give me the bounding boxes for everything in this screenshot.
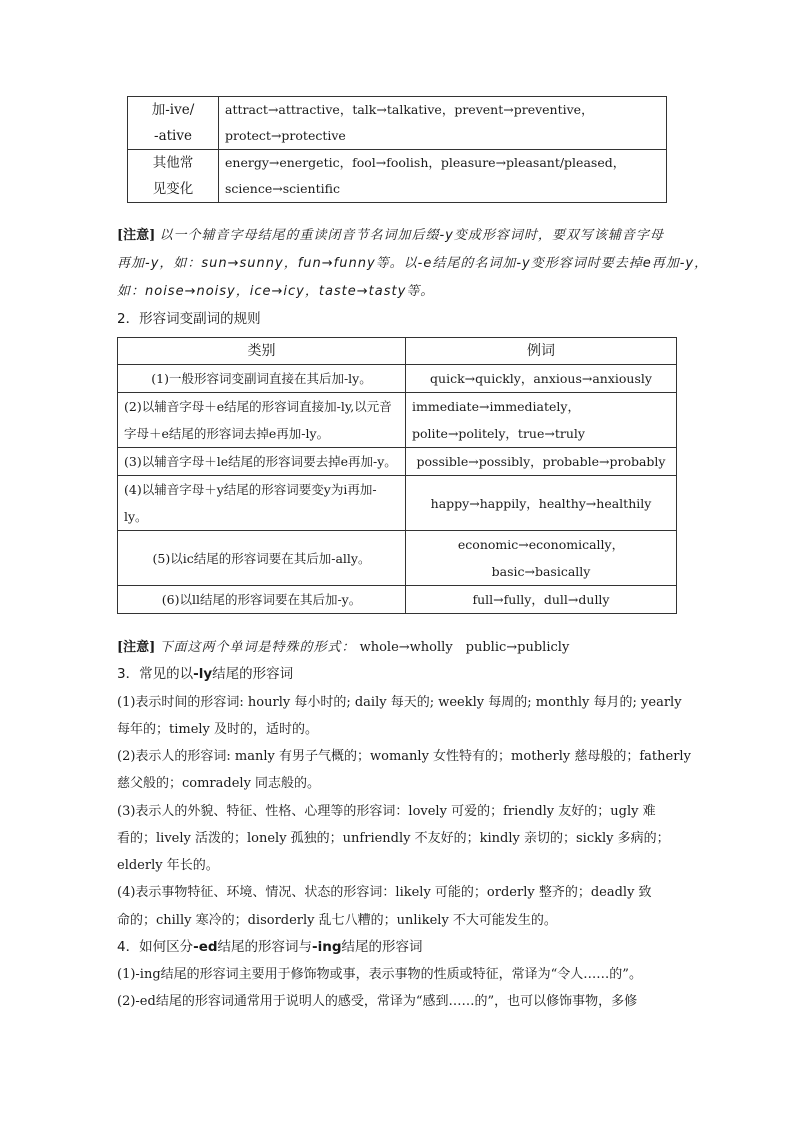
section3-title: 3．常见的以-ly结尾的形容词 <box>117 666 294 682</box>
table-row <box>128 97 667 150</box>
section4-title: 4．如何区分-ed结尾的形容词与-ing结尾的形容词 <box>117 939 423 955</box>
section3-line: 命的；chilly 寒冷的；disorderly 乱七八糟的；unlikely 不大可能发生的。 <box>117 913 557 928</box>
table-row: (1)一般形容词变副词直接在其后加-ly。 quick→quickly，anxious→anxiously <box>118 365 677 393</box>
row-examples: energy→energetic，fool→foolish，pleasure→pleasant/pleased， science→scientific <box>219 150 667 203</box>
table-row: (5)以ic结尾的形容词要在其后加-ally。 economic→economically，basic→basically <box>118 531 677 586</box>
section4-line: (2)-ed结尾的形容词通常用于说明人的感受，常译为“感到……的”，也可以修饰事物，多修 <box>117 994 638 1009</box>
note1-line3: 如：noise→noisy，ice→icy，taste→tasty等。 <box>117 284 435 299</box>
table-header <box>118 338 677 365</box>
section3-line: 每年的；timely 及时的，适时的。 <box>117 722 319 737</box>
section3-line: (2)表示人的形容词: manly 有男子气概的；womanly 女性特有的；motherly 慈母般的；fatherly <box>117 749 691 764</box>
row-label: 加-ive/ -ative <box>128 97 219 150</box>
suffix-table <box>127 96 667 203</box>
row-examples: attract→attractive，talk→talkative，prevent→preventive，protect→protective <box>219 97 667 150</box>
note1-line2: 再加-y，如：sun→sunny，fun→funny等。以-e结尾的名词加-y变形容词时要去掉e再加-y， <box>117 256 709 271</box>
row-label: 其他常 见变化 <box>128 150 219 203</box>
section3-line: (3)表示人的外貌、特征、性格、心理等的形容词：lovely 可爱的；friendly 友好的；ugly 难 <box>117 804 656 819</box>
adverb-rules-table <box>117 337 677 614</box>
section3-line: (1)表示时间的形容词: hourly 每小时的; daily 每天的; weekly 每周的; monthly 每月的; yearly <box>117 695 682 710</box>
section3-line: elderly 年长的。 <box>117 858 219 873</box>
note2: [注意] 下面这两个单词是特殊的形式： whole→wholly public→publicly <box>117 640 570 655</box>
table-row: (3)以辅音字母＋le结尾的形容词要去掉e再加-y。 possible→possibly，probable→probably <box>118 448 677 476</box>
table-row <box>128 150 667 203</box>
table-row: (4)以辅音字母＋y结尾的形容词要变y为i再加-ly。 happy→happily，healthy→healthily <box>118 476 677 531</box>
section3-line: 看的；lively 活泼的；lonely 孤独的；unfriendly 不友好的；kindly 亲切的；sickly 多病的； <box>117 831 670 846</box>
section4-line: (1)-ing结尾的形容词主要用于修饰物或事，表示事物的性质或特征，常译为“令人……的”。 <box>117 967 642 982</box>
header-examples: 例词 <box>406 338 677 365</box>
table-row: (6)以ll结尾的形容词要在其后加-y。 full→fully，dull→dully <box>118 586 677 614</box>
header-category: 类别 <box>118 338 406 365</box>
section3-line: (4)表示事物特征、环境、情况、状态的形容词：likely 可能的；orderly 整齐的；deadly 致 <box>117 885 652 900</box>
note1-line1: [注意] 以一个辅音字母结尾的重读闭音节名词加后缀-y变成形容词时，要双写该辅音字母 <box>117 228 664 243</box>
section2-title: 2．形容词变副词的规则 <box>117 311 261 327</box>
table-row: (2)以辅音字母＋e结尾的形容词直接加-ly,以元音字母＋e结尾的形容词去掉e再加-ly。 immediate→immediately，polite→politely，true→truly <box>118 393 677 448</box>
section3-line: 慈父般的；comradely 同志般的。 <box>117 776 321 791</box>
